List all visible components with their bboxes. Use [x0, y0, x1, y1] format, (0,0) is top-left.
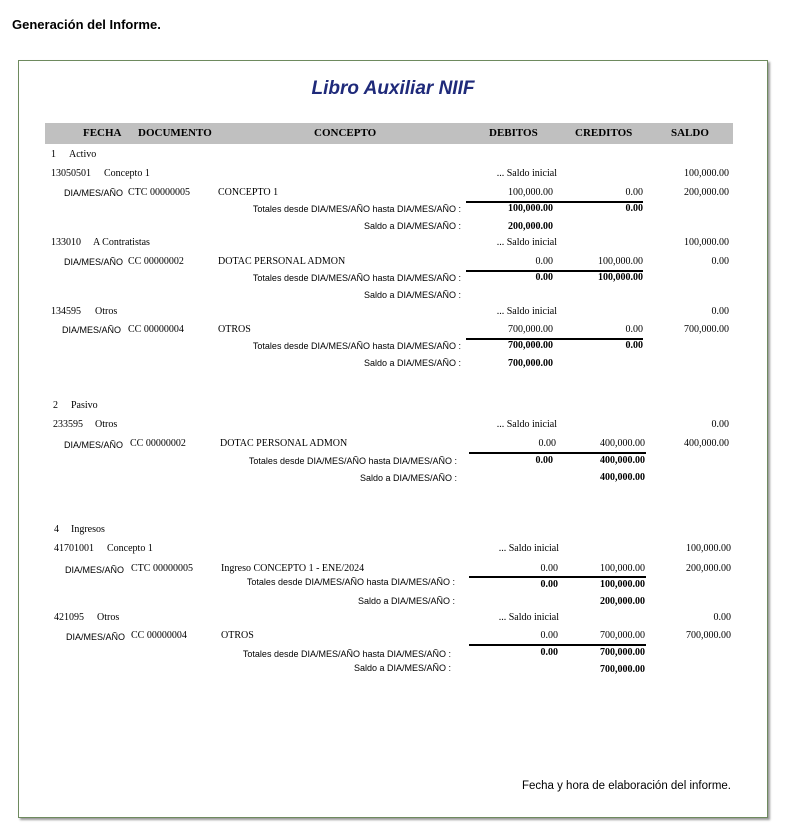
- totales-label: Totales desde DIA/MES/AÑO hasta DIA/MES/AÑO :: [242, 649, 451, 659]
- saldo-inicial-label: ... Saldo inicial: [496, 237, 557, 248]
- col-documento: DOCUMENTO: [138, 127, 212, 139]
- entry-debito: 100,000.00: [508, 187, 553, 198]
- account-code: 134595: [51, 306, 81, 317]
- total-credito: 0.00: [625, 203, 643, 214]
- entry-credito: 700,000.00: [600, 630, 645, 641]
- entry-debito: 0.00: [540, 563, 558, 574]
- col-saldo: SALDO: [671, 127, 709, 139]
- total-credito: 0.00: [625, 340, 643, 351]
- account-code: 133010: [51, 237, 81, 248]
- account-code: 233595: [53, 419, 83, 430]
- entry-saldo: 200,000.00: [686, 563, 731, 574]
- report-page: [18, 60, 768, 818]
- total-credito: 100,000.00: [600, 579, 645, 590]
- saldo-inicial-label: ... Saldo inicial: [498, 543, 559, 554]
- total-debito: 700,000.00: [508, 340, 553, 351]
- entry-saldo: 0.00: [711, 256, 729, 267]
- totales-label: Totales desde DIA/MES/AÑO hasta DIA/MES/AÑO :: [252, 204, 461, 214]
- account-code: 41701001: [54, 543, 94, 554]
- saldo-final: 400,000.00: [600, 472, 645, 483]
- total-credito: 400,000.00: [600, 455, 645, 466]
- saldo-inicial-label: ... Saldo inicial: [496, 306, 557, 317]
- report-title: Libro Auxiliar NIIF: [311, 78, 475, 99]
- account-name: Otros: [95, 419, 118, 430]
- saldo-inicial-value: 0.00: [713, 612, 731, 623]
- total-debito: 100,000.00: [508, 203, 553, 214]
- saldo-final: 700,000.00: [508, 358, 553, 369]
- entry-documento: CC 00000004: [131, 630, 187, 641]
- group-name: Ingresos: [71, 524, 105, 535]
- entry-fecha: DIA/MES/AÑO: [65, 565, 125, 575]
- entry-saldo: 700,000.00: [686, 630, 731, 641]
- col-debitos: DEBITOS: [489, 127, 538, 139]
- entry-documento: CTC 00000005: [131, 563, 193, 574]
- totals-rule: [469, 644, 646, 646]
- group-name: Pasivo: [71, 400, 98, 411]
- entry-credito: 0.00: [625, 324, 643, 335]
- entry-debito: 0.00: [538, 438, 556, 449]
- entry-fecha: DIA/MES/AÑO: [64, 440, 124, 450]
- totales-label: Totales desde DIA/MES/AÑO hasta DIA/MES/AÑO :: [246, 577, 455, 587]
- entry-fecha: DIA/MES/AÑO: [64, 257, 124, 267]
- col-concepto: CONCEPTO: [314, 127, 377, 139]
- account-name: Otros: [95, 306, 118, 317]
- account-code: 13050501: [51, 168, 91, 179]
- entry-credito: 0.00: [625, 187, 643, 198]
- group-number: 1: [51, 149, 56, 160]
- entry-credito: 400,000.00: [600, 438, 645, 449]
- totales-label: Totales desde DIA/MES/AÑO hasta DIA/MES/AÑO :: [252, 341, 461, 351]
- totales-label: Totales desde DIA/MES/AÑO hasta DIA/MES/AÑO :: [248, 456, 457, 466]
- totales-label: Totales desde DIA/MES/AÑO hasta DIA/MES/AÑO :: [252, 273, 461, 283]
- entry-debito: 0.00: [540, 630, 558, 641]
- account-name: Concepto 1: [107, 543, 153, 554]
- total-credito: 100,000.00: [598, 272, 643, 283]
- entry-credito: 100,000.00: [600, 563, 645, 574]
- entry-documento: CC 00000004: [128, 324, 184, 335]
- entry-documento: CTC 00000005: [128, 187, 190, 198]
- total-debito: 0.00: [540, 579, 558, 590]
- total-debito: 0.00: [535, 455, 553, 466]
- entry-documento: CC 00000002: [130, 438, 186, 449]
- saldo-final: 200,000.00: [600, 596, 645, 607]
- entry-fecha: DIA/MES/AÑO: [66, 632, 126, 642]
- total-credito: 700,000.00: [600, 647, 645, 658]
- account-name: A Contratistas: [93, 237, 150, 248]
- report-footer: Fecha y hora de elaboración del informe.: [521, 780, 731, 792]
- totals-rule: [469, 576, 646, 578]
- saldo-a-label: Saldo a DIA/MES/AÑO :: [359, 473, 457, 483]
- section-heading: Generación del Informe.: [12, 17, 161, 32]
- entry-saldo: 700,000.00: [684, 324, 729, 335]
- saldo-inicial-label: ... Saldo inicial: [498, 612, 559, 623]
- saldo-inicial-value: 100,000.00: [684, 168, 729, 179]
- group-name: Activo: [69, 149, 97, 160]
- saldo-a-label: Saldo a DIA/MES/AÑO :: [363, 358, 461, 368]
- account-name: Otros: [97, 612, 120, 623]
- column-header-bar: [45, 123, 733, 144]
- entry-concepto: Ingreso CONCEPTO 1 - ENE/2024: [221, 563, 365, 574]
- account-code: 421095: [54, 612, 84, 623]
- saldo-inicial-label: ... Saldo inicial: [496, 419, 557, 430]
- entry-credito: 100,000.00: [598, 256, 643, 267]
- col-fecha: FECHA: [83, 127, 122, 139]
- entry-saldo: 400,000.00: [684, 438, 729, 449]
- entry-concepto: DOTAC PERSONAL ADMON: [218, 256, 346, 267]
- entry-fecha: DIA/MES/AÑO: [62, 325, 122, 335]
- col-creditos: CREDITOS: [575, 127, 633, 139]
- saldo-a-label: Saldo a DIA/MES/AÑO :: [357, 596, 455, 606]
- saldo-final: 200,000.00: [508, 221, 553, 232]
- totals-rule: [469, 452, 646, 454]
- saldo-inicial-label: ... Saldo inicial: [496, 168, 557, 179]
- saldo-inicial-value: 0.00: [711, 419, 729, 430]
- saldo-inicial-value: 100,000.00: [686, 543, 731, 554]
- account-name: Concepto 1: [104, 168, 150, 179]
- saldo-a-label: Saldo a DIA/MES/AÑO :: [363, 290, 461, 300]
- entry-concepto: OTROS: [218, 324, 251, 335]
- saldo-inicial-value: 100,000.00: [684, 237, 729, 248]
- entry-saldo: 200,000.00: [684, 187, 729, 198]
- entry-concepto: DOTAC PERSONAL ADMON: [220, 438, 348, 449]
- saldo-a-label: Saldo a DIA/MES/AÑO :: [353, 663, 451, 673]
- total-debito: 0.00: [540, 647, 558, 658]
- saldo-final: 700,000.00: [600, 664, 645, 675]
- entry-debito: 700,000.00: [508, 324, 553, 335]
- entry-fecha: DIA/MES/AÑO: [64, 188, 124, 198]
- saldo-inicial-value: 0.00: [711, 306, 729, 317]
- entry-documento: CC 00000002: [128, 256, 184, 267]
- total-debito: 0.00: [535, 272, 553, 283]
- entry-concepto: OTROS: [221, 630, 254, 641]
- saldo-a-label: Saldo a DIA/MES/AÑO :: [363, 221, 461, 231]
- entry-debito: 0.00: [535, 256, 553, 267]
- group-number: 4: [54, 524, 59, 535]
- entry-concepto: CONCEPTO 1: [218, 187, 279, 198]
- group-number: 2: [53, 400, 58, 411]
